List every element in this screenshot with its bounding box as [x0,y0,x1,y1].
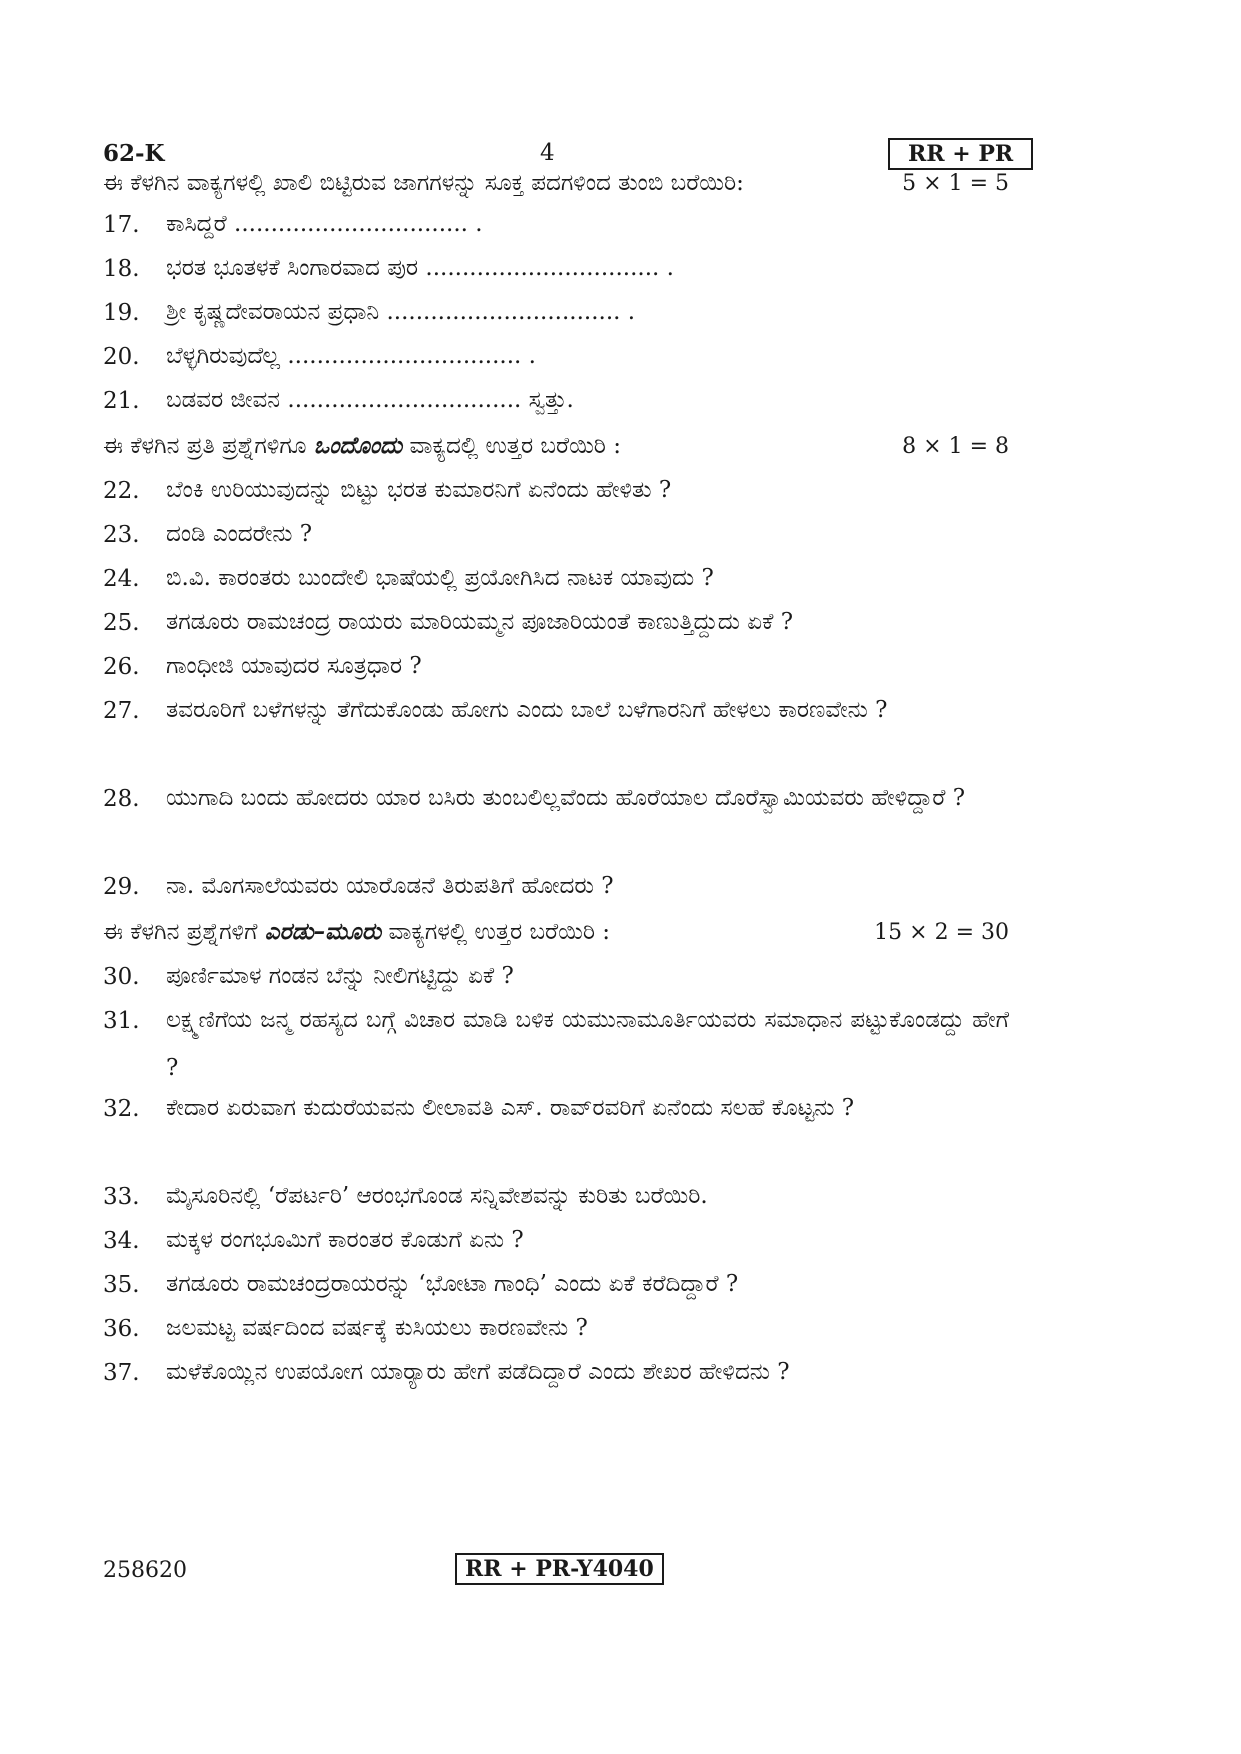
instruction-emphasis: ಒಂದೊಂದು [313,432,403,459]
question-text: ಪೂರ್ಣಿಮಾಳ ಗಂಡನ ಬೆನ್ನು ನೀಲಿಗಟ್ಟಿದ್ದು ಏಕೆ ? [166,963,514,989]
question-number: 26. [103,654,140,680]
question-text: ಮೈಸೂರಿನಲ್ಲಿ ‘ರೆಪರ್ಟರಿ’ ಆರಂಭಗೊಂಡ ಸನ್ನಿವೇಶವನ್ನು ಕುರಿತು ಬರೆಯಿರಿ. [166,1183,708,1209]
question-text: ಬೆಂಕಿ ಉರಿಯುವುದನ್ನು ಬಿಟ್ಟು ಭರತ ಕುಮಾರನಿಗೆ ಏನೆಂದು ಹೇಳಿತು ? [166,477,672,503]
footer-code: 258620 [103,1558,187,1583]
question-number: 31. [103,1008,140,1034]
question-text: ಕಾಸಿದ್ದರೆ ................................ . [166,211,483,237]
question-number: 27. [103,698,140,724]
question-number: 22. [103,478,140,504]
question-number: 37. [103,1360,140,1386]
question-number: 23. [103,522,140,548]
question-number: 25. [103,610,140,636]
question-text: ತಗಡೂರು ರಾಮಚಂದ್ರ ರಾಯರು ಮಾರಿಯಮ್ಮನ ಪೂಜಾರಿಯಂತೆ ಕಾಣುತ್ತಿದ್ದುದು ಏಕೆ ? [166,609,794,635]
question-text: ನಾ. ಮೊಗಸಾಲೆಯವರು ಯಾರೊಡನೆ ತಿರುಪತಿಗೆ ಹೋದರು ? [166,873,614,899]
question-text: ಕೇದಾರ ಏರುವಾಗ ಕುದುರೆಯವನು ಲೀಲಾವತಿ ಎಸ್. ರಾವ್‌ರವರಿಗೆ ಏನೆಂದು ಸಲಹೆ ಕೊಟ್ಟನು ? [166,1095,855,1121]
question-number: 18. [103,256,140,282]
question-number: 36. [103,1316,140,1342]
section-marks: 5 × 1 = 5 [902,171,1009,196]
instruction-text [103,432,621,459]
footer-version-box: RR + PR-Y4040 [455,1553,664,1585]
question-number: 24. [103,566,140,592]
question-text: ಲಕ್ಷ್ಮಣಿಗೆಯ ಜನ್ಮ ರಹಸ್ಯದ ಬಗ್ಗೆ ವಿಚಾರ ಮಾಡಿ ಬಳಿಕ ಯಮುನಾಮೂರ್ತಿಯವರು ಸಮಾಧಾನ ಪಟ್ಟುಕೊಂಡದ್ದು ಹೇಗೆ ? [166,1007,1009,1081]
question-text: ಬೆಳ್ಳಗಿರುವುದೆಲ್ಲ ................................ . [166,343,536,369]
section-marks: 8 × 1 = 8 [902,434,1009,459]
question-text: ಮಕ್ಕಳ ರಂಗಭೂಮಿಗೆ ಕಾರಂತರ ಕೊಡುಗೆ ಏನು ? [166,1227,524,1253]
section-instruction-one-sentence [103,432,1009,459]
question-text: ಭರತ ಭೂತಳಕೆ ಸಿಂಗಾರವಾದ ಪುರ ................................ . [166,255,674,281]
instruction-text-part: ವಾಕ್ಯಗಳಲ್ಲಿ ಉತ್ತರ ಬರೆಯಿರಿ : [381,919,611,945]
question-number: 34. [103,1228,140,1254]
question-text: ಮಳೆಕೊಯ್ಲಿನ ಉಪಯೋಗ ಯಾರ್‍ಯಾರು ಹೇಗೆ ಪಡೆದಿದ್ದಾರೆ ಎಂದು ಶೇಖರ ಹೇಳಿದನು ? [166,1359,790,1385]
question-text: ತಗಡೂರು ರಾಮಚಂದ್ರರಾಯರನ್ನು ‘ಭೋಟಾ ಗಾಂಧಿ’ ಎಂದು ಏಕೆ ಕರೆದಿದ್ದಾರೆ ? [166,1271,739,1297]
question-text: ಬಡವರ ಜೀವನ ................................ ಸ್ವತ್ತು. [166,387,574,413]
instruction-emphasis: ಎರಡು–ಮೂರು [264,918,382,945]
instruction-text-part: ವಾಕ್ಯದಲ್ಲಿ ಉತ್ತರ ಬರೆಯಿರಿ : [402,433,621,459]
section-instruction-fill-blanks [103,170,1009,196]
question-text: ದಂಡಿ ಎಂದರೇನು ? [166,521,313,547]
question-number: 17. [103,212,140,238]
header-version-box: RR + PR [888,138,1033,170]
section-marks: 15 × 2 = 30 [874,920,1009,945]
paper-code: 62-K [103,140,165,167]
question-text: ಬಿ.ವಿ. ಕಾರಂತರು ಬುಂದೇಲಿ ಭಾಷೆಯಲ್ಲಿ ಪ್ರಯೋಗಿಸಿದ ನಾಟಕ ಯಾವುದು ? [166,565,714,591]
question-number: 20. [103,344,140,370]
section-instruction-two-three-sentences [103,918,1009,945]
question-number: 30. [103,964,140,990]
instruction-text [103,918,610,945]
page-number: 4 [540,140,555,166]
instruction-text: ಈ ಕೆಳಗಿನ ವಾಕ್ಯಗಳಲ್ಲಿ ಖಾಲಿ ಬಿಟ್ಟಿರುವ ಜಾಗಗಳನ್ನು ಸೂಕ್ತ ಪದಗಳಿಂದ ತುಂಬಿ ಬರೆಯಿರಿ: [103,170,744,196]
question-number: 33. [103,1184,140,1210]
question-number: 28. [103,786,140,812]
question-number: 29. [103,874,140,900]
question-text: ಶ್ರೀ ಕೃಷ್ಣದೇವರಾಯನ ಪ್ರಧಾನಿ ................................ . [166,299,636,325]
instruction-text-part: ಈ ಕೆಳಗಿನ ಪ್ರತಿ ಪ್ರಶ್ನೆಗಳಿಗೂ [103,433,314,459]
question-text: ಜಲಮಟ್ಟ ವರ್ಷದಿಂದ ವರ್ಷಕ್ಕೆ ಕುಸಿಯಲು ಕಾರಣವೇನು ? [166,1315,588,1341]
question-text: ತವರೂರಿಗೆ ಬಳೆಗಳನ್ನು ತೆಗೆದುಕೊಂಡು ಹೋಗು ಎಂದು ಬಾಲೆ ಬಳೆಗಾರನಿಗೆ ಹೇಳಲು ಕಾರಣವೇನು ? [166,697,888,723]
question-number: 19. [103,300,140,326]
question-text: ಗಾಂಧೀಜಿ ಯಾವುದರ ಸೂತ್ರಧಾರ ? [166,653,422,679]
question-text: ಯುಗಾದಿ ಬಂದು ಹೋದರು ಯಾರ ಬಸಿರು ತುಂಬಲಿಲ್ಲವೆಂದು ಹೊರೆಯಾಲ ದೊರೆಸ್ವಾಮಿಯವರು ಹೇಳಿದ್ದಾರೆ ? [166,785,966,811]
question-number: 35. [103,1272,140,1298]
question-number: 21. [103,388,140,414]
question-number: 32. [103,1096,140,1122]
instruction-text-part: ಈ ಕೆಳಗಿನ ಪ್ರಶ್ನೆಗಳಿಗೆ [103,919,265,945]
